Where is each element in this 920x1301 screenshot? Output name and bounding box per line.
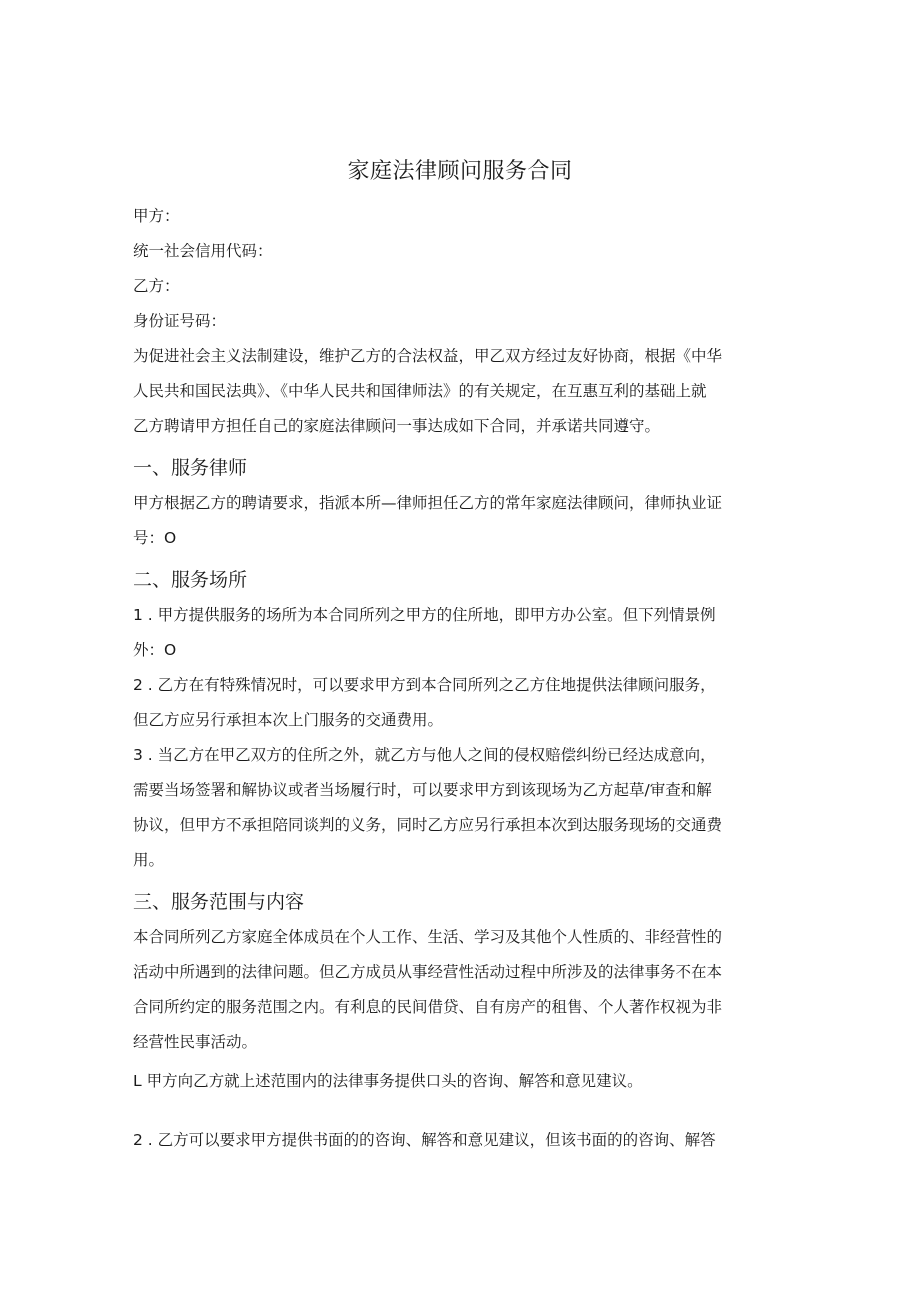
credit-code-label: 统一社会信用代码： <box>133 242 273 260</box>
section-service-lawyer-body <box>133 486 790 556</box>
list-item-line: 1 . 甲方提供服务的场所为本合同所列之甲方的住所地，即甲方办公室。但下列情景例 <box>133 606 716 624</box>
party-b-label: 乙方： <box>133 277 180 295</box>
section-service-scope-body <box>133 920 790 1158</box>
paragraph-line: 号：O <box>133 529 177 547</box>
list-item-line: 外：O <box>133 641 177 659</box>
list-item-line: 用。 <box>133 851 165 869</box>
list-item <box>133 598 790 668</box>
section-heading-service-scope: 三、服务范围与内容 <box>133 891 305 913</box>
list-item-line: 协议，但甲方不承担陪同谈判的义务，同时乙方应另行承担本次到达服务现场的交通费 <box>133 816 723 834</box>
party-a-label: 甲方： <box>133 207 180 225</box>
section-heading-service-location: 二、服务场所 <box>133 569 248 591</box>
list-item-line: 但乙方应另行承担本次上门服务的交通费用。 <box>133 711 444 729</box>
list-item-line: 2 . 乙方在有特殊情况时，可以要求甲方到本合同所列之乙方住地提供法律顾问服务， <box>133 676 716 694</box>
paragraph-line: 甲方根据乙方的聘请要求，指派本所—律师担任乙方的常年家庭法律顾问，律师执业证 <box>133 494 723 512</box>
list-item: L 甲方向乙方就上述范围内的法律事务提供口头的咨询、解答和意见建议。 <box>133 1072 643 1090</box>
list-item: 2 . 乙方可以要求甲方提供书面的的咨询、解答和意见建议，但该书面的的咨询、解答 <box>133 1131 716 1149</box>
intro-paragraph <box>133 339 790 444</box>
list-item <box>133 738 790 878</box>
intro-line: 人民共和国民法典》、《中华人民共和国律师法》的有关规定，在互惠互利的基础上就 <box>133 382 707 400</box>
paragraph-line: 合同所约定的服务范围之内。有利息的民间借贷、自有房产的租售、个人著作权视为非 <box>133 998 723 1016</box>
document-title: 家庭法律顾问服务合同 <box>347 159 573 184</box>
paragraph-line: 本合同所列乙方家庭全体成员在个人工作、生活、学习及其他个人性质的、非经营性的 <box>133 928 723 946</box>
list-item <box>133 668 790 738</box>
list-item-line: 3 . 当乙方在甲乙双方的住所之外，就乙方与他人之间的侵权赔偿纠纷已经达成意向， <box>133 746 716 764</box>
section-service-location-body <box>133 598 790 878</box>
id-number-label: 身份证号码： <box>133 312 227 330</box>
document-body <box>133 199 790 1158</box>
intro-line: 乙方聘请甲方担任自己的家庭法律顾问一事达成如下合同，并承诺共同遵守。 <box>133 417 661 435</box>
intro-line: 为促进社会主义法制建设，维护乙方的合法权益，甲乙双方经过友好协商，根据《中华 <box>133 347 723 365</box>
paragraph-line: 活动中所遇到的法律问题。但乙方成员从事经营性活动过程中所涉及的法律事务不在本 <box>133 963 723 981</box>
paragraph-line: 经营性民事活动。 <box>133 1033 258 1051</box>
section-heading-service-lawyer: 一、服务律师 <box>133 457 248 479</box>
list-item-line: 需要当场签署和解协议或者当场履行时，可以要求甲方到该现场为乙方起草/审查和解 <box>133 781 712 799</box>
